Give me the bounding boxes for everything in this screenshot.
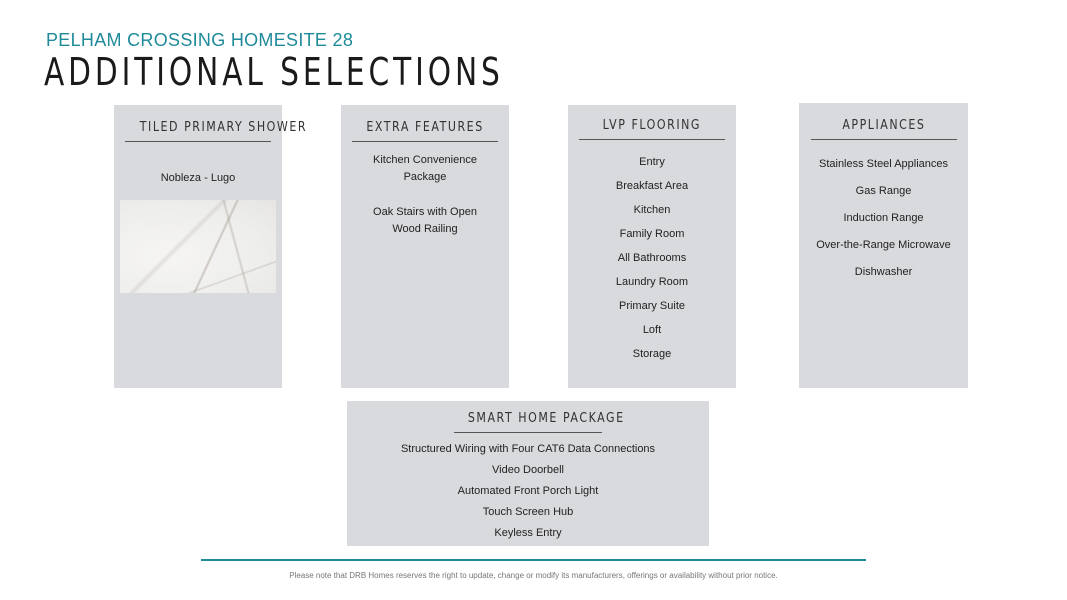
list-item: Oak Stairs with Open Wood Railing <box>373 206 477 235</box>
list-item: Primary Suite <box>618 300 686 312</box>
card-tiled-primary-shower <box>114 105 308 388</box>
list-item: Keyless Entry <box>494 527 562 539</box>
list-item: Laundry Room <box>615 276 689 288</box>
list-item: Structured Wiring with Four CAT6 Data Connections <box>400 443 656 455</box>
list-item: Nobleza - Lugo <box>160 172 236 184</box>
list-item: Stainless Steel Appliances <box>818 158 949 170</box>
card-extra-features <box>341 105 509 388</box>
list-item: Gas Range <box>855 185 912 197</box>
list-item: Kitchen Convenience Package <box>373 154 477 183</box>
page-title: ADDITIONAL SELECTIONS <box>44 50 504 94</box>
list-item: Automated Front Porch Light <box>457 485 599 497</box>
card-heading: EXTRA FEATURES <box>352 120 498 142</box>
card-heading: SMART HOME PACKAGE <box>454 411 602 433</box>
list-item: Storage <box>632 348 672 360</box>
page-subtitle: PELHAM CROSSING HOMESITE 28 <box>46 30 354 50</box>
list-item: Loft <box>642 324 662 336</box>
list-item: Entry <box>639 156 665 168</box>
card-lvp-flooring <box>568 105 736 388</box>
footer-divider <box>201 559 866 561</box>
list-item: Dishwasher <box>854 266 913 278</box>
marble-tile-swatch-icon <box>120 200 276 293</box>
list-item: Over-the-Range Microwave <box>816 239 951 251</box>
list-item: Kitchen <box>633 204 671 216</box>
card-appliances <box>799 103 968 388</box>
footer-disclaimer: Please note that DRB Homes reserves the right to update, change or modify its manufacturers, offerings or availability without prior notice. <box>289 571 778 580</box>
card-heading: TILED PRIMARY SHOWER <box>125 120 271 142</box>
list-item: All Bathrooms <box>617 252 687 264</box>
card-heading: LVP FLOORING <box>579 118 725 140</box>
list-item: Touch Screen Hub <box>482 506 574 518</box>
list-item: Induction Range <box>843 212 924 224</box>
list-item: Video Doorbell <box>492 464 564 476</box>
list-item: Family Room <box>619 228 685 240</box>
list-item: Breakfast Area <box>615 180 689 192</box>
card-heading: APPLIANCES <box>811 118 957 140</box>
card-smart-home-package <box>347 401 709 546</box>
